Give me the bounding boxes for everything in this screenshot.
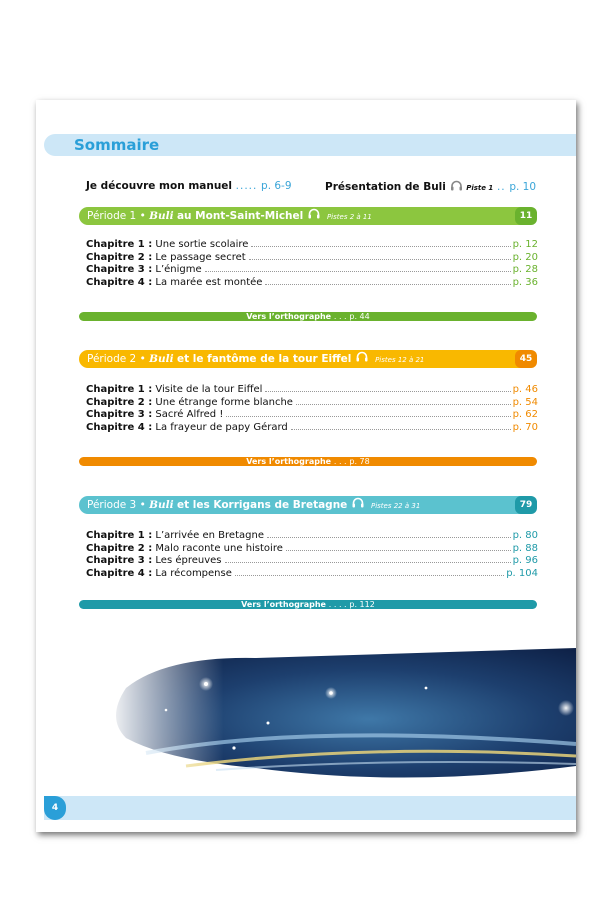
chapter-number: Chapitre 2 :	[86, 542, 153, 554]
chapter-number: Chapitre 3 :	[86, 264, 153, 275]
dot-leader	[296, 404, 511, 405]
dot-leader	[225, 562, 511, 563]
headphones-icon	[351, 496, 365, 514]
ortho-label: Vers l’orthographe	[241, 600, 326, 609]
chapter-number: Chapitre 2 :	[86, 396, 153, 408]
period-3-buli: Buli	[149, 499, 174, 511]
chapter-row[interactable]	[86, 264, 538, 277]
period-1-page-badge: 11	[515, 207, 537, 225]
dot-leader	[265, 391, 510, 392]
ortho-label: Vers l’orthographe	[246, 312, 332, 321]
chapter-row[interactable]	[86, 239, 538, 252]
ortho-page: p. 112	[349, 600, 375, 609]
chapter-row[interactable]	[86, 422, 538, 435]
footer-bar	[44, 796, 576, 820]
dot-leader	[251, 246, 510, 247]
period-2-chapter-list	[86, 384, 538, 434]
ortho-page: p. 78	[349, 457, 370, 466]
chapter-number: Chapitre 4 :	[86, 567, 153, 579]
chapter-title: La marée est montée	[155, 276, 263, 288]
chapter-number: Chapitre 1 :	[86, 530, 153, 541]
document-page	[36, 100, 576, 832]
intro-manuel-page: p. 6-9	[261, 180, 292, 192]
chapter-number: Chapitre 2 :	[86, 251, 153, 263]
period-2-header[interactable]	[79, 350, 537, 368]
period-1-subtitle: au Mont-Saint-Michel	[176, 210, 304, 222]
chapter-page: p. 36	[512, 276, 538, 288]
ortho-dots: . . . .	[328, 600, 347, 609]
period-2-ortho-bar[interactable]	[79, 457, 537, 466]
chapter-title: Sacré Alfred !	[155, 409, 224, 420]
ortho-dots: . . .	[333, 457, 347, 466]
chapter-title: La frayeur de papy Gérard	[155, 421, 288, 433]
headphones-icon	[307, 207, 321, 225]
chapter-number: Chapitre 3 :	[86, 555, 153, 566]
period-1-bullet: •	[139, 210, 146, 222]
page-title: Sommaire	[74, 136, 160, 154]
period-1-label: Période 1	[87, 210, 137, 222]
chapter-row[interactable]	[86, 277, 538, 290]
period-3-subtitle: et les Korrigans de Bretagne	[176, 499, 348, 511]
chapter-page: p. 104	[506, 567, 538, 579]
chapter-title: Une étrange forme blanche	[155, 396, 293, 408]
chapter-title: Visite de la tour Eiffel	[155, 384, 263, 395]
chapter-number: Chapitre 4 :	[86, 421, 153, 433]
dot-leader	[249, 259, 511, 260]
dot-leader	[205, 271, 511, 272]
chapter-title: Les épreuves	[155, 555, 222, 566]
period-3-tracks: Pistes 22 à 31	[370, 502, 421, 510]
page-number: 4	[44, 796, 66, 820]
chapter-page: p. 70	[512, 421, 538, 433]
ortho-label: Vers l’orthographe	[246, 457, 332, 466]
chapter-row[interactable]	[86, 555, 538, 568]
chapter-page: p. 20	[512, 251, 538, 263]
period-1-header[interactable]	[79, 207, 537, 225]
night-sky-illustration	[106, 648, 576, 778]
period-3-header[interactable]	[79, 496, 537, 514]
chapter-title: Une sortie scolaire	[155, 239, 249, 250]
chapter-page: p. 46	[512, 384, 538, 395]
chapter-row[interactable]	[86, 409, 538, 422]
dot-leader	[265, 284, 510, 285]
period-3-page-badge: 79	[515, 496, 537, 514]
period-1-ortho-bar[interactable]	[79, 312, 537, 321]
period-2-buli: Buli	[149, 353, 174, 365]
headphones-icon	[450, 180, 463, 194]
ortho-page: p. 44	[349, 312, 370, 321]
dot-leader	[235, 575, 504, 576]
headphones-icon	[355, 350, 369, 368]
chapter-title: Malo raconte une histoire	[155, 542, 283, 554]
chapter-page: p. 54	[512, 396, 538, 408]
chapter-row[interactable]	[86, 384, 538, 397]
chapter-row[interactable]	[86, 530, 538, 543]
chapter-number: Chapitre 4 :	[86, 276, 153, 288]
chapter-page: p. 28	[512, 264, 538, 275]
period-1-buli: Buli	[149, 210, 174, 222]
chapter-page: p. 88	[512, 542, 538, 554]
chapter-title: Le passage secret	[155, 251, 246, 263]
chapter-page: p. 80	[512, 530, 538, 541]
period-3-ortho-bar[interactable]	[79, 600, 537, 609]
period-3-label: Période 3	[87, 499, 137, 511]
period-1-chapter-list	[86, 239, 538, 289]
intro-manuel-dots: .....	[235, 180, 258, 192]
period-2-subtitle: et le fantôme de la tour Eiffel	[176, 353, 352, 365]
chapter-page: p. 96	[512, 555, 538, 566]
dot-leader	[226, 416, 510, 417]
intro-buli-page: p. 10	[509, 181, 537, 193]
period-2-page-badge: 45	[515, 350, 537, 368]
chapter-row[interactable]	[86, 568, 538, 581]
dot-leader	[267, 537, 511, 538]
intro-buli-piste: Piste 1	[466, 184, 494, 192]
chapter-number: Chapitre 1 :	[86, 384, 153, 395]
period-3-bullet: •	[139, 499, 146, 511]
intro-buli[interactable]	[325, 180, 536, 194]
period-2-label: Période 2	[87, 353, 137, 365]
intro-manuel-label: Je découvre mon manuel	[86, 180, 233, 192]
chapter-page: p. 62	[512, 409, 538, 420]
ortho-dots: . . .	[333, 312, 347, 321]
chapter-row[interactable]	[86, 252, 538, 265]
chapter-page: p. 12	[512, 239, 538, 250]
period-2-tracks: Pistes 12 à 21	[375, 356, 425, 364]
chapter-row[interactable]	[86, 397, 538, 410]
dot-leader	[286, 550, 511, 551]
chapter-number: Chapitre 1 :	[86, 239, 153, 250]
chapter-title: L’arrivée en Bretagne	[155, 530, 264, 541]
intro-manuel[interactable]	[86, 180, 292, 192]
dot-leader	[291, 429, 511, 430]
period-2-bullet: •	[139, 353, 146, 365]
period-1-tracks: Pistes 2 à 11	[326, 213, 372, 221]
intro-buli-dots: ..	[496, 181, 506, 193]
chapter-number: Chapitre 3 :	[86, 409, 153, 420]
chapter-title: L’énigme	[155, 264, 202, 275]
period-3-chapter-list	[86, 530, 538, 580]
intro-buli-label: Présentation de Buli	[325, 181, 446, 193]
chapter-row[interactable]	[86, 543, 538, 556]
chapter-title: La récompense	[155, 567, 232, 579]
